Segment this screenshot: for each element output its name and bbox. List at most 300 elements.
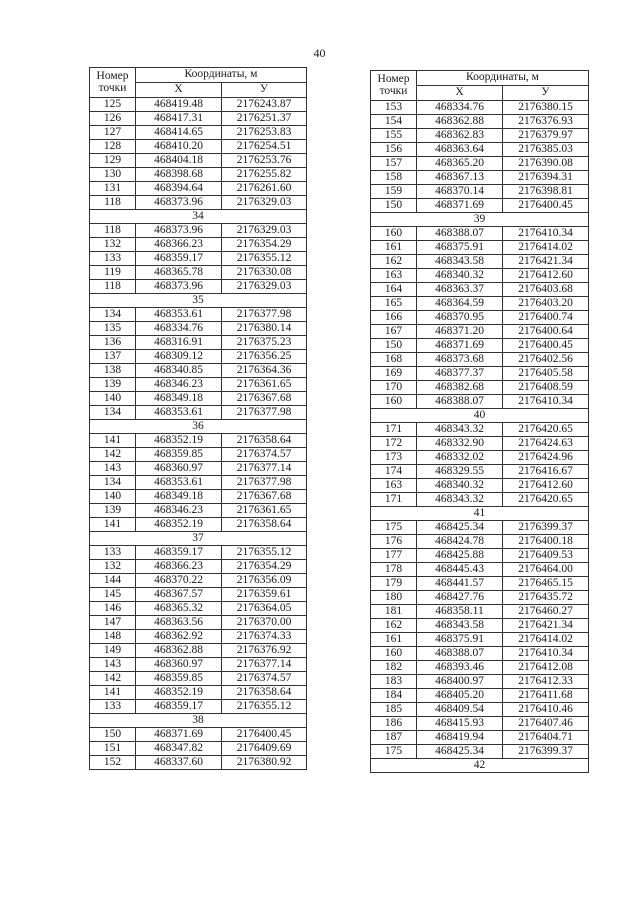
point-number-cell: 166 <box>371 311 417 325</box>
x-coordinate-cell: 468375.91 <box>417 241 503 255</box>
x-coordinate-cell: 468405.20 <box>417 689 503 703</box>
y-coordinate-cell: 2176361.65 <box>222 378 307 392</box>
x-coordinate-cell: 468393.46 <box>417 661 503 675</box>
table-row <box>90 322 307 336</box>
x-coordinate-cell: 468352.19 <box>136 686 222 700</box>
y-coordinate-cell: 2176253.83 <box>222 126 307 140</box>
x-coordinate-cell: 468419.48 <box>136 98 222 112</box>
point-number-cell: 144 <box>90 574 136 588</box>
x-coordinate-cell: 468404.18 <box>136 154 222 168</box>
table-row <box>90 476 307 490</box>
point-number-cell: 157 <box>371 157 417 171</box>
x-coordinate-cell: 468334.76 <box>136 322 222 336</box>
y-coordinate-cell: 2176409.69 <box>222 742 307 756</box>
y-coordinate-cell: 2176255.82 <box>222 168 307 182</box>
table-row <box>371 661 589 675</box>
point-number-cell: 134 <box>90 476 136 490</box>
point-number-cell: 133 <box>90 700 136 714</box>
x-coordinate-cell: 468375.91 <box>417 633 503 647</box>
x-coordinate-cell: 468353.61 <box>136 308 222 322</box>
point-header-line2: точки <box>98 81 127 94</box>
point-number-cell: 175 <box>371 521 417 535</box>
table-row <box>90 168 307 182</box>
x-coordinate-cell: 468373.96 <box>136 196 222 210</box>
y-coordinate-cell: 2176329.03 <box>222 280 307 294</box>
table-row <box>90 378 307 392</box>
x-coordinate-cell: 468343.58 <box>417 255 503 269</box>
table-row <box>90 182 307 196</box>
table-row <box>371 577 589 591</box>
y-coordinate-cell: 2176400.64 <box>503 325 589 339</box>
y-coordinate-cell: 2176400.74 <box>503 311 589 325</box>
table-row <box>90 154 307 168</box>
table-row <box>90 504 307 518</box>
x-coordinate-cell: 468340.85 <box>136 364 222 378</box>
point-number-cell: 126 <box>90 112 136 126</box>
point-number-cell: 153 <box>371 101 417 115</box>
y-coordinate-cell: 2176377.14 <box>222 462 307 476</box>
point-number-cell: 182 <box>371 661 417 675</box>
point-number-cell: 170 <box>371 381 417 395</box>
section-header-row <box>90 420 307 434</box>
x-coordinate-cell: 468398.68 <box>136 168 222 182</box>
y-coordinate-cell: 2176421.34 <box>503 255 589 269</box>
y-coordinate-cell: 2176251.37 <box>222 112 307 126</box>
y-coordinate-cell: 2176380.15 <box>503 101 589 115</box>
section-number: 39 <box>371 213 589 227</box>
table-row <box>90 196 307 210</box>
point-number-cell: 141 <box>90 434 136 448</box>
table-row <box>90 462 307 476</box>
table-row <box>90 140 307 154</box>
y-coordinate-cell: 2176464.00 <box>503 563 589 577</box>
table-row <box>90 644 307 658</box>
section-number: 38 <box>90 714 307 728</box>
y-coordinate-cell: 2176399.37 <box>503 745 589 759</box>
x-header: X <box>417 86 503 101</box>
y-coordinate-cell: 2176374.57 <box>222 672 307 686</box>
table-row <box>90 392 307 406</box>
table-row <box>371 465 589 479</box>
point-number-cell: 160 <box>371 227 417 241</box>
x-coordinate-cell: 468365.78 <box>136 266 222 280</box>
x-coordinate-cell: 468360.97 <box>136 462 222 476</box>
section-header-row <box>90 210 307 224</box>
point-number-cell: 140 <box>90 490 136 504</box>
table-row <box>371 241 589 255</box>
point-number-cell: 165 <box>371 297 417 311</box>
table-row <box>371 451 589 465</box>
y-coordinate-cell: 2176356.09 <box>222 574 307 588</box>
x-coordinate-cell: 468365.20 <box>417 157 503 171</box>
section-header-row <box>371 759 589 773</box>
y-coordinate-cell: 2176358.64 <box>222 686 307 700</box>
y-coordinate-cell: 2176400.45 <box>503 339 589 353</box>
table-row <box>90 280 307 294</box>
section-header-row <box>90 294 307 308</box>
point-number-cell: 163 <box>371 269 417 283</box>
table-row <box>371 591 589 605</box>
point-header-line1: Номер <box>96 70 129 82</box>
section-number: 37 <box>90 532 307 546</box>
y-coordinate-cell: 2176367.68 <box>222 490 307 504</box>
table-row <box>371 605 589 619</box>
y-coordinate-cell: 2176399.37 <box>503 521 589 535</box>
point-number-cell: 161 <box>371 633 417 647</box>
y-coordinate-cell: 2176377.98 <box>222 476 307 490</box>
table-row <box>371 689 589 703</box>
table-row <box>371 479 589 493</box>
x-coordinate-cell: 468388.07 <box>417 227 503 241</box>
y-coordinate-cell: 2176424.96 <box>503 451 589 465</box>
coordinates-table-left <box>89 67 307 770</box>
x-coordinate-cell: 468340.32 <box>417 269 503 283</box>
x-coordinate-cell: 468363.64 <box>417 143 503 157</box>
table-row <box>371 493 589 507</box>
point-header-line1: Номер <box>377 73 410 85</box>
x-coordinate-cell: 468353.61 <box>136 476 222 490</box>
x-coordinate-cell: 468377.37 <box>417 367 503 381</box>
section-header-row <box>90 714 307 728</box>
table-row <box>90 406 307 420</box>
point-number-cell: 143 <box>90 658 136 672</box>
point-number-cell: 146 <box>90 602 136 616</box>
x-coordinate-cell: 468359.85 <box>136 672 222 686</box>
point-number-cell: 183 <box>371 675 417 689</box>
table-row <box>371 185 589 199</box>
table-row <box>371 647 589 661</box>
table-row <box>90 490 307 504</box>
y-coordinate-cell: 2176374.57 <box>222 448 307 462</box>
x-coordinate-cell: 468363.37 <box>417 283 503 297</box>
x-coordinate-cell: 468362.92 <box>136 630 222 644</box>
point-number-cell: 186 <box>371 717 417 731</box>
x-coordinate-cell: 468370.14 <box>417 185 503 199</box>
table-row <box>90 588 307 602</box>
point-number-cell: 180 <box>371 591 417 605</box>
y-coordinate-cell: 2176465.15 <box>503 577 589 591</box>
y-coordinate-cell: 2176405.58 <box>503 367 589 381</box>
x-coordinate-cell: 468441.57 <box>417 577 503 591</box>
point-number-cell: 151 <box>90 742 136 756</box>
section-header-row <box>90 532 307 546</box>
x-coordinate-cell: 468373.96 <box>136 224 222 238</box>
point-number-cell: 156 <box>371 143 417 157</box>
point-number-cell: 150 <box>90 728 136 742</box>
x-coordinate-cell: 468371.69 <box>136 728 222 742</box>
y-coordinate-cell: 2176407.46 <box>503 717 589 731</box>
x-coordinate-cell: 468366.23 <box>136 238 222 252</box>
point-number-cell: 127 <box>90 126 136 140</box>
y-coordinate-cell: 2176420.65 <box>503 493 589 507</box>
point-number-cell: 167 <box>371 325 417 339</box>
x-coordinate-cell: 468415.93 <box>417 717 503 731</box>
table-row <box>371 171 589 185</box>
table-row <box>90 308 307 322</box>
table-row <box>90 112 307 126</box>
point-number-cell: 150 <box>371 199 417 213</box>
point-number-cell: 162 <box>371 255 417 269</box>
point-number-cell: 133 <box>90 546 136 560</box>
x-coordinate-cell: 468349.18 <box>136 490 222 504</box>
table-row <box>371 115 589 129</box>
y-coordinate-cell: 2176355.12 <box>222 700 307 714</box>
table-row <box>90 98 307 112</box>
table-row <box>90 672 307 686</box>
table-row <box>371 395 589 409</box>
table-row <box>90 252 307 266</box>
table-row <box>90 350 307 364</box>
y-coordinate-cell: 2176404.71 <box>503 731 589 745</box>
table-row <box>371 521 589 535</box>
y-coordinate-cell: 2176403.20 <box>503 297 589 311</box>
y-header: У <box>222 83 307 98</box>
y-coordinate-cell: 2176394.31 <box>503 171 589 185</box>
y-coordinate-cell: 2176367.68 <box>222 392 307 406</box>
x-coordinate-cell: 468316.91 <box>136 336 222 350</box>
table-row <box>371 143 589 157</box>
section-header-row <box>371 213 589 227</box>
y-coordinate-cell: 2176377.98 <box>222 406 307 420</box>
x-coordinate-cell: 468329.55 <box>417 465 503 479</box>
point-number-cell: 141 <box>90 518 136 532</box>
point-number-cell: 187 <box>371 731 417 745</box>
table-row <box>90 518 307 532</box>
x-coordinate-cell: 468410.20 <box>136 140 222 154</box>
x-coordinate-cell: 468362.88 <box>417 115 503 129</box>
y-coordinate-cell: 2176261.60 <box>222 182 307 196</box>
x-coordinate-cell: 468371.20 <box>417 325 503 339</box>
table-row <box>371 339 589 353</box>
y-coordinate-cell: 2176411.68 <box>503 689 589 703</box>
y-coordinate-cell: 2176329.03 <box>222 224 307 238</box>
x-coordinate-cell: 468343.32 <box>417 493 503 507</box>
y-header: У <box>503 86 589 101</box>
point-number-cell: 173 <box>371 451 417 465</box>
table-row <box>371 619 589 633</box>
point-number-cell: 179 <box>371 577 417 591</box>
table-row <box>90 336 307 350</box>
y-coordinate-cell: 2176364.05 <box>222 602 307 616</box>
x-coordinate-cell: 468359.17 <box>136 252 222 266</box>
point-number-cell: 147 <box>90 616 136 630</box>
x-coordinate-cell: 468334.76 <box>417 101 503 115</box>
y-coordinate-cell: 2176253.76 <box>222 154 307 168</box>
y-coordinate-cell: 2176412.60 <box>503 479 589 493</box>
x-coordinate-cell: 468419.94 <box>417 731 503 745</box>
x-coordinate-cell: 468362.83 <box>417 129 503 143</box>
table-row <box>90 602 307 616</box>
section-number: 35 <box>90 294 307 308</box>
y-coordinate-cell: 2176409.53 <box>503 549 589 563</box>
x-coordinate-cell: 468309.12 <box>136 350 222 364</box>
point-number-cell: 168 <box>371 353 417 367</box>
x-coordinate-cell: 468373.96 <box>136 280 222 294</box>
x-coordinate-cell: 468366.23 <box>136 560 222 574</box>
y-coordinate-cell: 2176416.67 <box>503 465 589 479</box>
x-coordinate-cell: 468371.69 <box>417 339 503 353</box>
table-row <box>90 238 307 252</box>
y-coordinate-cell: 2176398.81 <box>503 185 589 199</box>
y-coordinate-cell: 2176421.34 <box>503 619 589 633</box>
table-row <box>90 266 307 280</box>
point-number-cell: 162 <box>371 619 417 633</box>
table-row <box>371 535 589 549</box>
point-number-cell: 118 <box>90 196 136 210</box>
section-number: 40 <box>371 409 589 423</box>
table-row <box>371 227 589 241</box>
table-row <box>371 731 589 745</box>
table-row <box>371 157 589 171</box>
y-coordinate-cell: 2176385.03 <box>503 143 589 157</box>
y-coordinate-cell: 2176376.93 <box>503 115 589 129</box>
y-coordinate-cell: 2176356.25 <box>222 350 307 364</box>
point-number-cell: 143 <box>90 462 136 476</box>
x-coordinate-cell: 468363.56 <box>136 616 222 630</box>
point-number-cell: 131 <box>90 182 136 196</box>
point-number-cell: 136 <box>90 336 136 350</box>
point-number-cell: 132 <box>90 560 136 574</box>
point-number-cell: 118 <box>90 224 136 238</box>
point-number-cell: 133 <box>90 252 136 266</box>
point-number-cell: 160 <box>371 647 417 661</box>
point-number-header <box>90 68 136 98</box>
y-coordinate-cell: 2176329.03 <box>222 196 307 210</box>
section-number: 41 <box>371 507 589 521</box>
point-number-cell: 138 <box>90 364 136 378</box>
table-row <box>371 381 589 395</box>
y-coordinate-cell: 2176254.51 <box>222 140 307 154</box>
x-coordinate-cell: 468370.22 <box>136 574 222 588</box>
x-coordinate-cell: 468427.76 <box>417 591 503 605</box>
point-number-cell: 177 <box>371 549 417 563</box>
point-number-cell: 139 <box>90 378 136 392</box>
table-row <box>90 616 307 630</box>
table-row <box>371 311 589 325</box>
table-row <box>90 630 307 644</box>
x-coordinate-cell: 468347.82 <box>136 742 222 756</box>
table-row <box>90 434 307 448</box>
y-coordinate-cell: 2176414.02 <box>503 241 589 255</box>
coordinates-header: Координаты, м <box>136 68 307 83</box>
table-row <box>371 745 589 759</box>
x-coordinate-cell: 468353.61 <box>136 406 222 420</box>
point-number-cell: 185 <box>371 703 417 717</box>
table-row <box>90 126 307 140</box>
y-coordinate-cell: 2176354.29 <box>222 238 307 252</box>
y-coordinate-cell: 2176410.34 <box>503 227 589 241</box>
y-coordinate-cell: 2176355.12 <box>222 252 307 266</box>
y-coordinate-cell: 2176330.08 <box>222 266 307 280</box>
x-coordinate-cell: 468370.95 <box>417 311 503 325</box>
y-coordinate-cell: 2176377.14 <box>222 658 307 672</box>
x-coordinate-cell: 468388.07 <box>417 647 503 661</box>
section-number: 34 <box>90 210 307 224</box>
x-coordinate-cell: 468409.54 <box>417 703 503 717</box>
x-coordinate-cell: 468359.85 <box>136 448 222 462</box>
point-number-cell: 171 <box>371 493 417 507</box>
table-row <box>371 325 589 339</box>
x-coordinate-cell: 468400.97 <box>417 675 503 689</box>
point-number-cell: 142 <box>90 672 136 686</box>
y-coordinate-cell: 2176410.34 <box>503 647 589 661</box>
x-coordinate-cell: 468340.32 <box>417 479 503 493</box>
x-coordinate-cell: 468352.19 <box>136 434 222 448</box>
point-number-cell: 174 <box>371 465 417 479</box>
y-coordinate-cell: 2176410.46 <box>503 703 589 717</box>
table-row <box>371 353 589 367</box>
x-coordinate-cell: 468349.18 <box>136 392 222 406</box>
table-row <box>371 549 589 563</box>
point-number-cell: 119 <box>90 266 136 280</box>
x-coordinate-cell: 468425.34 <box>417 521 503 535</box>
y-coordinate-cell: 2176359.61 <box>222 588 307 602</box>
x-coordinate-cell: 468358.11 <box>417 605 503 619</box>
x-coordinate-cell: 468371.69 <box>417 199 503 213</box>
y-coordinate-cell: 2176402.56 <box>503 353 589 367</box>
point-number-cell: 159 <box>371 185 417 199</box>
x-coordinate-cell: 468394.64 <box>136 182 222 196</box>
table-row <box>371 437 589 451</box>
x-coordinate-cell: 468352.19 <box>136 518 222 532</box>
y-coordinate-cell: 2176374.33 <box>222 630 307 644</box>
y-coordinate-cell: 2176358.64 <box>222 518 307 532</box>
point-number-cell: 132 <box>90 238 136 252</box>
y-coordinate-cell: 2176243.87 <box>222 98 307 112</box>
point-number-cell: 150 <box>371 339 417 353</box>
table-row <box>90 448 307 462</box>
point-number-cell: 152 <box>90 756 136 770</box>
x-coordinate-cell: 468417.31 <box>136 112 222 126</box>
point-header-line2: точки <box>379 84 408 97</box>
y-coordinate-cell: 2176370.00 <box>222 616 307 630</box>
table-row <box>90 742 307 756</box>
table-row <box>371 255 589 269</box>
table-row <box>371 297 589 311</box>
point-number-cell: 155 <box>371 129 417 143</box>
point-number-cell: 129 <box>90 154 136 168</box>
point-number-cell: 160 <box>371 395 417 409</box>
x-coordinate-cell: 468346.23 <box>136 378 222 392</box>
point-number-cell: 140 <box>90 392 136 406</box>
point-number-cell: 134 <box>90 308 136 322</box>
point-number-cell: 181 <box>371 605 417 619</box>
x-coordinate-cell: 468364.59 <box>417 297 503 311</box>
x-coordinate-cell: 468365.32 <box>136 602 222 616</box>
point-number-cell: 148 <box>90 630 136 644</box>
section-header-row <box>371 409 589 423</box>
section-header-row <box>371 507 589 521</box>
point-number-cell: 175 <box>371 745 417 759</box>
table-row <box>371 269 589 283</box>
y-coordinate-cell: 2176355.12 <box>222 546 307 560</box>
table-row <box>371 283 589 297</box>
x-coordinate-cell: 468388.07 <box>417 395 503 409</box>
point-number-cell: 139 <box>90 504 136 518</box>
point-number-cell: 149 <box>90 644 136 658</box>
point-number-cell: 169 <box>371 367 417 381</box>
y-coordinate-cell: 2176377.98 <box>222 308 307 322</box>
x-coordinate-cell: 468359.17 <box>136 546 222 560</box>
point-number-cell: 161 <box>371 241 417 255</box>
y-coordinate-cell: 2176400.45 <box>503 199 589 213</box>
y-coordinate-cell: 2176410.34 <box>503 395 589 409</box>
point-number-cell: 128 <box>90 140 136 154</box>
point-number-cell: 184 <box>371 689 417 703</box>
y-coordinate-cell: 2176435.72 <box>503 591 589 605</box>
x-coordinate-cell: 468367.57 <box>136 588 222 602</box>
y-coordinate-cell: 2176380.14 <box>222 322 307 336</box>
